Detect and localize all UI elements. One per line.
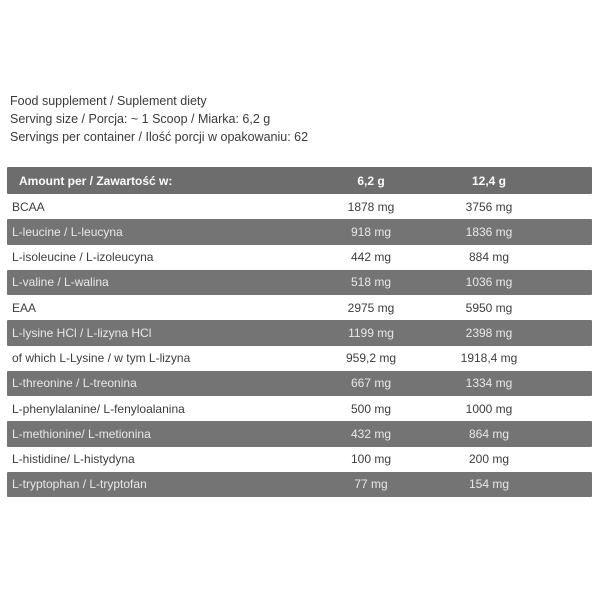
table-row — [7, 371, 592, 396]
row-value-6-2g: 500 mg — [350, 401, 392, 416]
info-line-servings-per-container: Servings per container / Ilość porcji w opakowaniu: 62 — [10, 130, 309, 144]
row-value-6-2g: 77 mg — [354, 477, 388, 492]
row-value-12-4g: 154 mg — [468, 477, 510, 492]
row-value-6-2g: 667 mg — [350, 376, 392, 391]
row-value-6-2g: 959,2 mg — [345, 351, 397, 366]
table-row — [7, 270, 592, 295]
row-value-12-4g: 3756 mg — [465, 199, 513, 214]
table-row — [7, 295, 592, 320]
row-value-6-2g: 518 mg — [350, 275, 392, 290]
row-label: L-lysine HCl / L-lizyna HCl — [12, 325, 152, 340]
row-label: L-histidine/ L-histydyna — [12, 452, 135, 467]
row-value-12-4g: 1836 mg — [465, 224, 513, 239]
row-label: EAA — [12, 300, 37, 315]
table-header-row — [7, 167, 592, 194]
header-amount-per-label: Amount per / Zawartość w: — [19, 173, 173, 188]
row-value-12-4g: 1000 mg — [465, 401, 513, 416]
row-value-12-4g: 864 mg — [468, 426, 510, 441]
row-value-12-4g: 1918,4 mg — [460, 351, 518, 366]
table-row — [7, 194, 592, 219]
row-value-12-4g: 2398 mg — [465, 325, 513, 340]
info-line-serving-size: Serving size / Porcja: ~ 1 Scoop / Miarka: 6,2 g — [10, 112, 271, 126]
table-row — [7, 219, 592, 244]
row-value-6-2g: 2975 mg — [347, 300, 395, 315]
table-row — [7, 245, 592, 270]
table-row — [7, 320, 592, 345]
row-label: L-phenylalanine/ L-fenyloalanina — [12, 401, 185, 416]
header-column-12-4g: 12,4 g — [471, 173, 507, 188]
row-label: L-threonine / L-treonina — [12, 376, 137, 391]
row-value-6-2g: 100 mg — [350, 452, 392, 467]
row-label: L-isoleucine / L-izoleucyna — [12, 250, 154, 265]
row-label: L-valine / L-walina — [12, 275, 109, 290]
table-row — [7, 421, 592, 446]
row-value-12-4g: 5950 mg — [465, 300, 513, 315]
row-label: L-leucine / L-leucyna — [12, 224, 123, 239]
row-label: L-tryptophan / L-tryptofan — [12, 477, 147, 492]
product-info-block — [10, 92, 308, 146]
row-value-6-2g: 1878 mg — [347, 199, 395, 214]
row-value-12-4g: 1036 mg — [465, 275, 513, 290]
row-value-12-4g: 1334 mg — [465, 376, 513, 391]
row-value-12-4g: 884 mg — [468, 250, 510, 265]
row-value-6-2g: 442 mg — [350, 250, 392, 265]
info-line-food-supplement: Food supplement / Suplement diety — [10, 94, 207, 108]
nutrition-facts-table — [7, 167, 592, 497]
row-label: BCAA — [12, 199, 45, 214]
table-row — [7, 396, 592, 421]
row-value-6-2g: 1199 mg — [348, 325, 394, 340]
table-row — [7, 447, 592, 472]
row-label: of which L-Lysine / w tym L-lizyna — [12, 351, 191, 366]
row-value-12-4g: 200 mg — [468, 452, 510, 467]
table-body — [7, 194, 592, 497]
table-row — [7, 472, 592, 497]
header-column-6-2g: 6,2 g — [357, 173, 385, 188]
row-value-6-2g: 432 mg — [350, 426, 392, 441]
row-label: L-methionine/ L-metionina — [12, 426, 151, 441]
row-value-6-2g: 918 mg — [350, 224, 392, 239]
table-row — [7, 346, 592, 371]
